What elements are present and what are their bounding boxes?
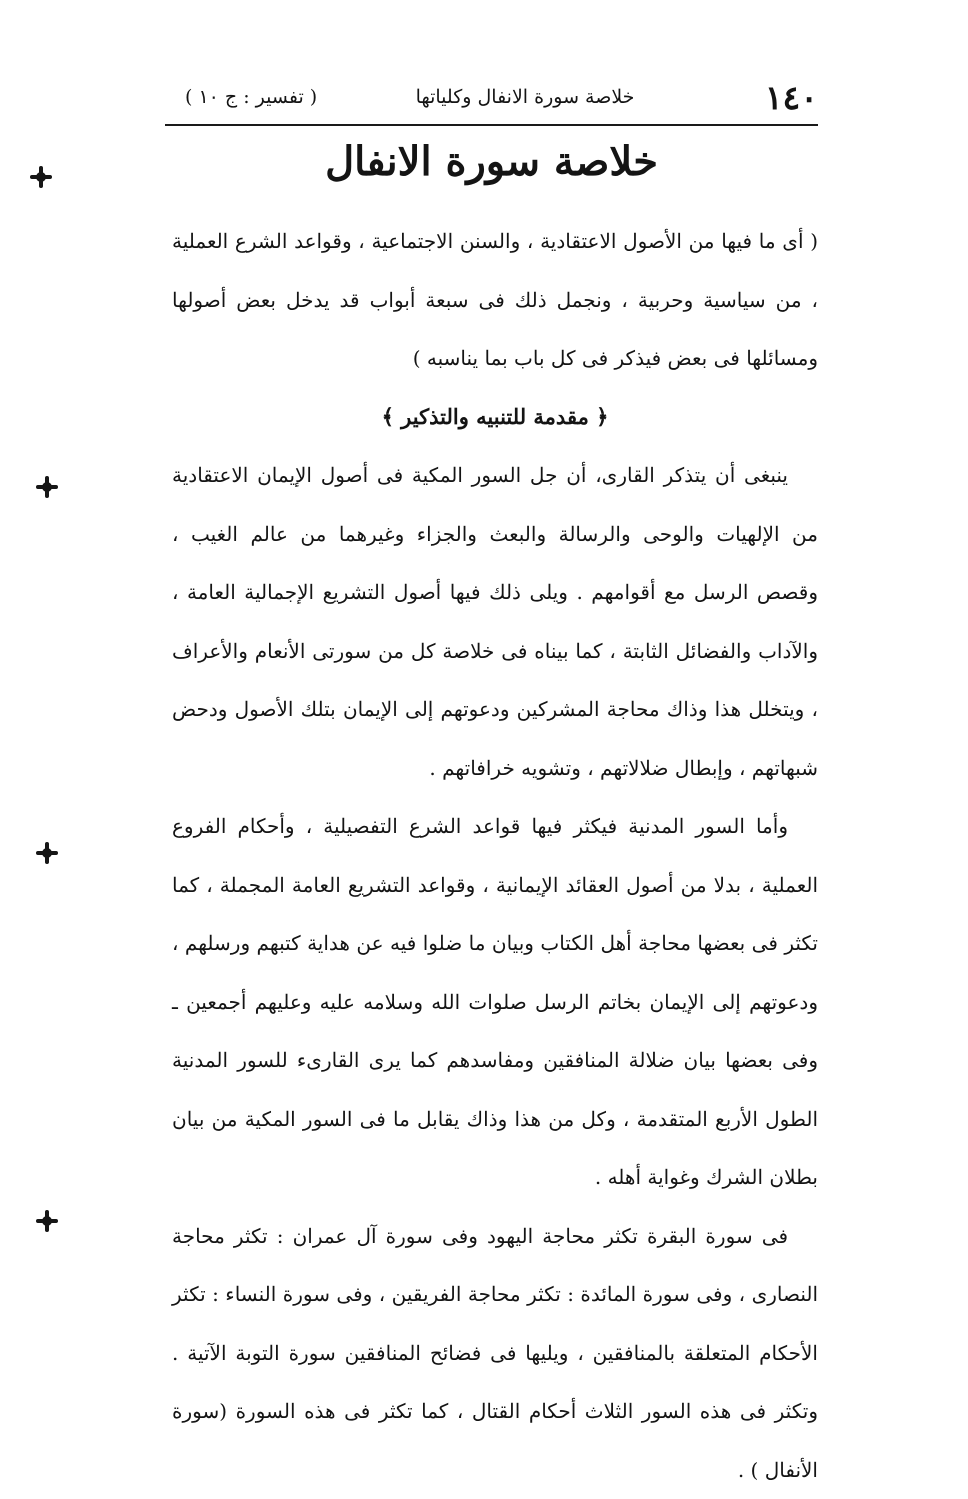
margin-speck-icon — [42, 1216, 52, 1226]
page-number: ١٤٠ — [765, 80, 818, 116]
section-heading: ﴿ مقدمة للتنبيه والتذكير ﴾ — [172, 388, 818, 447]
paragraph-surah-overview: فى سورة البقرة تكثر محاجة اليهود وفى سورة آل عمران : تكثر محاجة النصارى ، وفى سورة المائدة : تكثر محاجة الفريقين ، وفى سورة النساء : تكثر الأحكام المتعلقة بالمنافقين ، ويليها فى فضائح المنافقين سورة التوبة الآتية . وتكثر فى هذه السور الثلاث أحكام القتال ، كما تكثر فى هذه السورة (سورة الأنفال ) . — [172, 1207, 818, 1499]
margin-speck-icon — [42, 482, 52, 492]
header-divider — [165, 124, 818, 126]
body-text — [172, 212, 818, 1499]
chapter-title: خلاصة سورة الانفال — [165, 130, 818, 194]
margin-speck-icon — [36, 172, 46, 182]
margin-speck-icon — [42, 848, 52, 858]
running-header — [165, 78, 818, 118]
paragraph-meccan-surahs: ينبغى أن يتذكر القارى، أن جل السور المكية فى أصول الإيمان الاعتقادية من الإلهيات والوحى والرسالة والبعث والجزاء وغيرهما من عالم الغيب ، وقصص الرسل مع أقوامهم . ويلى ذلك فيها أصول التشريع الإجمالية العامة ، والآداب والفضائل الثابتة ، كما بيناه فى خلاصة كل من سورتى الأنعام والأعراف ، ويتخلل هذا وذاك محاجة المشركين ودعوتهم إلى الإيمان بتلك الأصول ودحض شبهاتهم ، وإبطال ضلالاتهم ، وتشويه خرافاتهم . — [172, 446, 818, 797]
paragraph-medinan-surahs: وأما السور المدنية فيكثر فيها قواعد الشرع التفصيلية ، وأحكام الفروع العملية ، بدلا من أصول العقائد الإيمانية ، وقواعد التشريع العامة المجملة ، كما تكثر فى بعضها محاجة أهل الكتاب وبيان ما ضلوا فيه عن هداية كتبهم ورسلهم ، ودعوتهم إلى الإيمان بخاتم الرسل صلوات الله وسلامه عليه وعليهم أجمعين ـ وفى بعضها بيان ضلالة المنافقين ومفاسدهم كما يرى القارىء للسور المدنية الطول الأربع المتقدمة ، وكل من هذا وذاك يقابل ما فى السور المكية من بيان بطلان الشرك وغواية أهله . — [172, 797, 818, 1207]
tafsir-volume-reference: ( تفسير : ج ١٠ ) — [185, 84, 317, 110]
intro-paragraph: ( أى ما فيها من الأصول الاعتقادية ، والسنن الاجتماعية ، وقواعد الشرع العملية ، من سياسية وحربية ، ونجمل ذلك فى سبعة أبواب قد يدخل بعض أصولها ومسائلها فى بعض فيذكر فى كل باب بما يناسبه ) — [172, 212, 818, 388]
running-section-title: خلاصة سورة الانفال وكلياتها — [360, 84, 690, 110]
